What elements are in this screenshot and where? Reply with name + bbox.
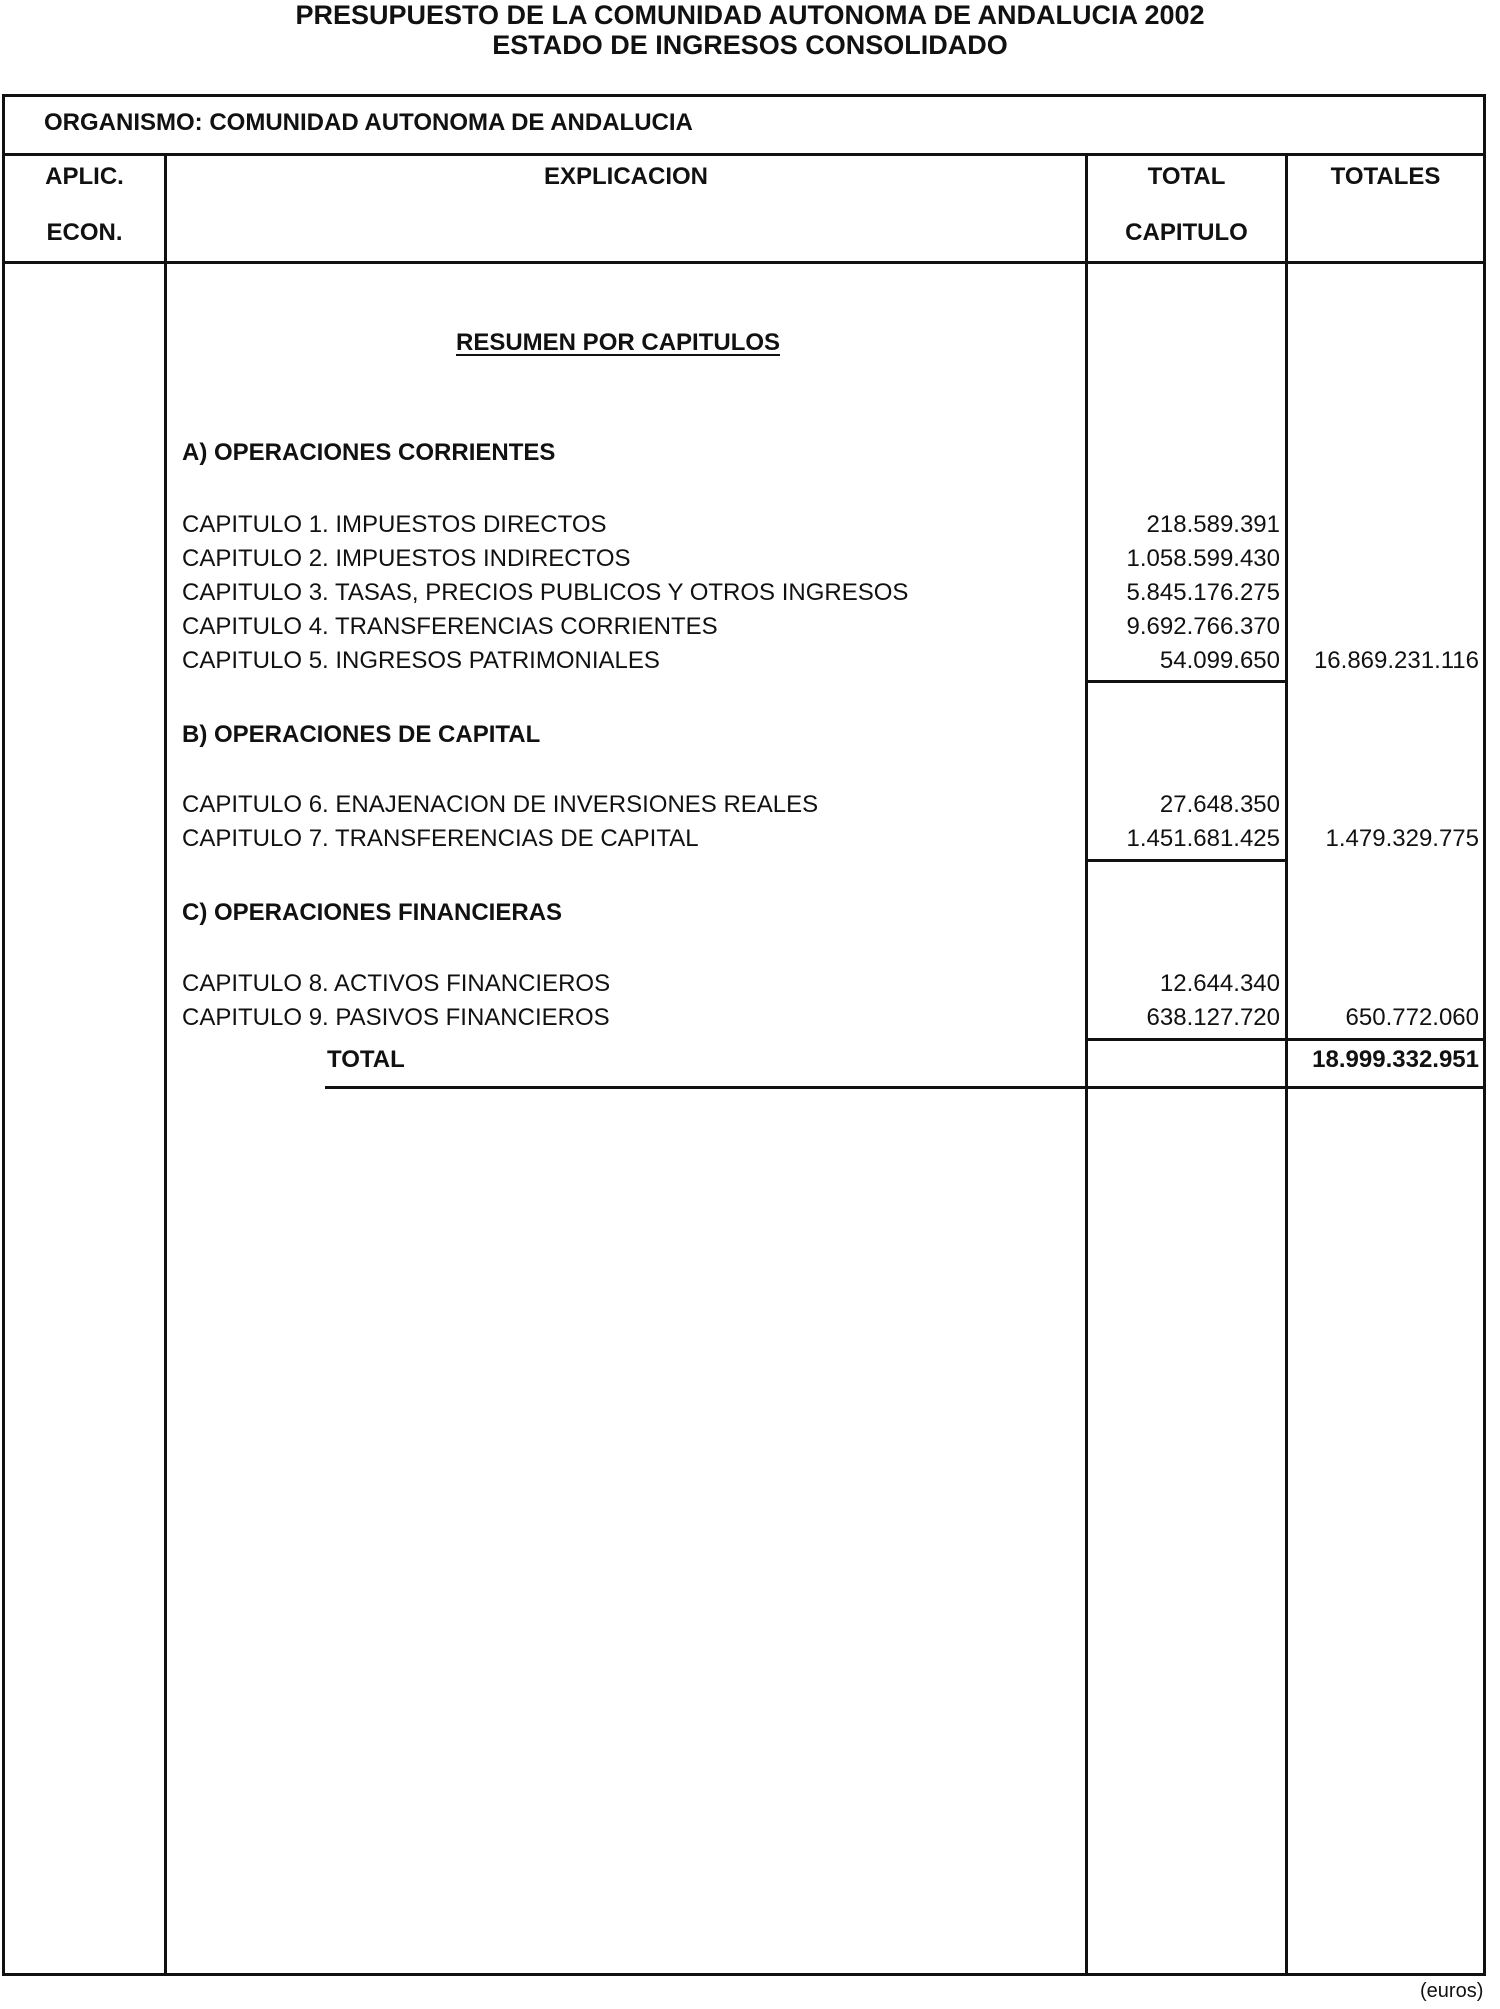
row-amount-cap5: 54.099.650 (1159, 647, 1280, 674)
grand-total-value: 18.999.332.951 (1312, 1046, 1479, 1073)
row-amount-cap7: 1.451.681.425 (1126, 825, 1280, 852)
header-total: TOTAL (1147, 163, 1226, 190)
summary-heading: RESUMEN POR CAPITULOS (456, 329, 781, 356)
row-amount-cap4: 9.692.766.370 (1126, 613, 1280, 640)
header-totales: TOTALES (1330, 163, 1441, 190)
units-note: (euros) (1420, 1980, 1484, 2002)
row-label-cap7: CAPITULO 7. TRANSFERENCIAS DE CAPITAL (182, 825, 699, 852)
row-label-cap1: CAPITULO 1. IMPUESTOS DIRECTOS (182, 511, 607, 538)
header-aplic: APLIC. (45, 163, 124, 190)
document-subtitle: ESTADO DE INGRESOS CONSOLIDADO (492, 30, 1008, 60)
subtotal-section-b: 1.479.329.775 (1325, 825, 1479, 852)
total-rule-bottom (325, 1086, 1486, 1089)
row-amount-cap8: 12.644.340 (1159, 970, 1280, 997)
organismo-label: ORGANISMO: COMUNIDAD AUTONOMA DE ANDALUCIA (44, 109, 693, 136)
row-label-cap4: CAPITULO 4. TRANSFERENCIAS CORRIENTES (182, 613, 718, 640)
row-label-cap8: CAPITULO 8. ACTIVOS FINANCIEROS (182, 970, 611, 997)
row-amount-cap9: 638.127.720 (1146, 1004, 1280, 1031)
header-capitulo: CAPITULO (1125, 219, 1248, 246)
header-separator (2, 261, 1486, 264)
section-title-a: A) OPERACIONES CORRIENTES (182, 439, 556, 466)
row-amount-cap1: 218.589.391 (1146, 511, 1280, 538)
row-amount-cap6: 27.648.350 (1159, 791, 1280, 818)
organismo-separator (2, 153, 1486, 156)
section-title-b: B) OPERACIONES DE CAPITAL (182, 721, 541, 748)
column-divider-explicacion (1085, 153, 1088, 1975)
column-divider-aplic (164, 153, 167, 1975)
row-label-cap2: CAPITULO 2. IMPUESTOS INDIRECTOS (182, 545, 631, 572)
total-rule-top (1085, 1038, 1486, 1041)
table-top-border (2, 94, 1486, 97)
subtotal-section-c: 650.772.060 (1345, 1004, 1479, 1031)
subtotal-rule-a (1085, 680, 1288, 683)
row-amount-cap3: 5.845.176.275 (1126, 579, 1280, 606)
table-right-border (1483, 94, 1486, 1976)
total-label: TOTAL (327, 1046, 405, 1073)
row-label-cap5: CAPITULO 5. INGRESOS PATRIMONIALES (182, 647, 660, 674)
table-left-border (2, 94, 5, 1976)
section-title-c: C) OPERACIONES FINANCIERAS (182, 899, 563, 926)
row-amount-cap2: 1.058.599.430 (1126, 545, 1280, 572)
row-label-cap3: CAPITULO 3. TASAS, PRECIOS PUBLICOS Y OTROS INGRESOS (182, 579, 909, 606)
table-bottom-border (2, 1973, 1486, 1976)
document-title: PRESUPUESTO DE LA COMUNIDAD AUTONOMA DE ANDALUCIA 2002 (295, 0, 1205, 30)
header-explicacion: EXPLICACION (543, 163, 708, 190)
subtotal-rule-b (1085, 859, 1288, 862)
header-econ: ECON. (46, 219, 123, 246)
subtotal-section-a: 16.869.231.116 (1313, 647, 1479, 674)
row-label-cap9: CAPITULO 9. PASIVOS FINANCIEROS (182, 1004, 610, 1031)
row-label-cap6: CAPITULO 6. ENAJENACION DE INVERSIONES REALES (182, 791, 819, 818)
